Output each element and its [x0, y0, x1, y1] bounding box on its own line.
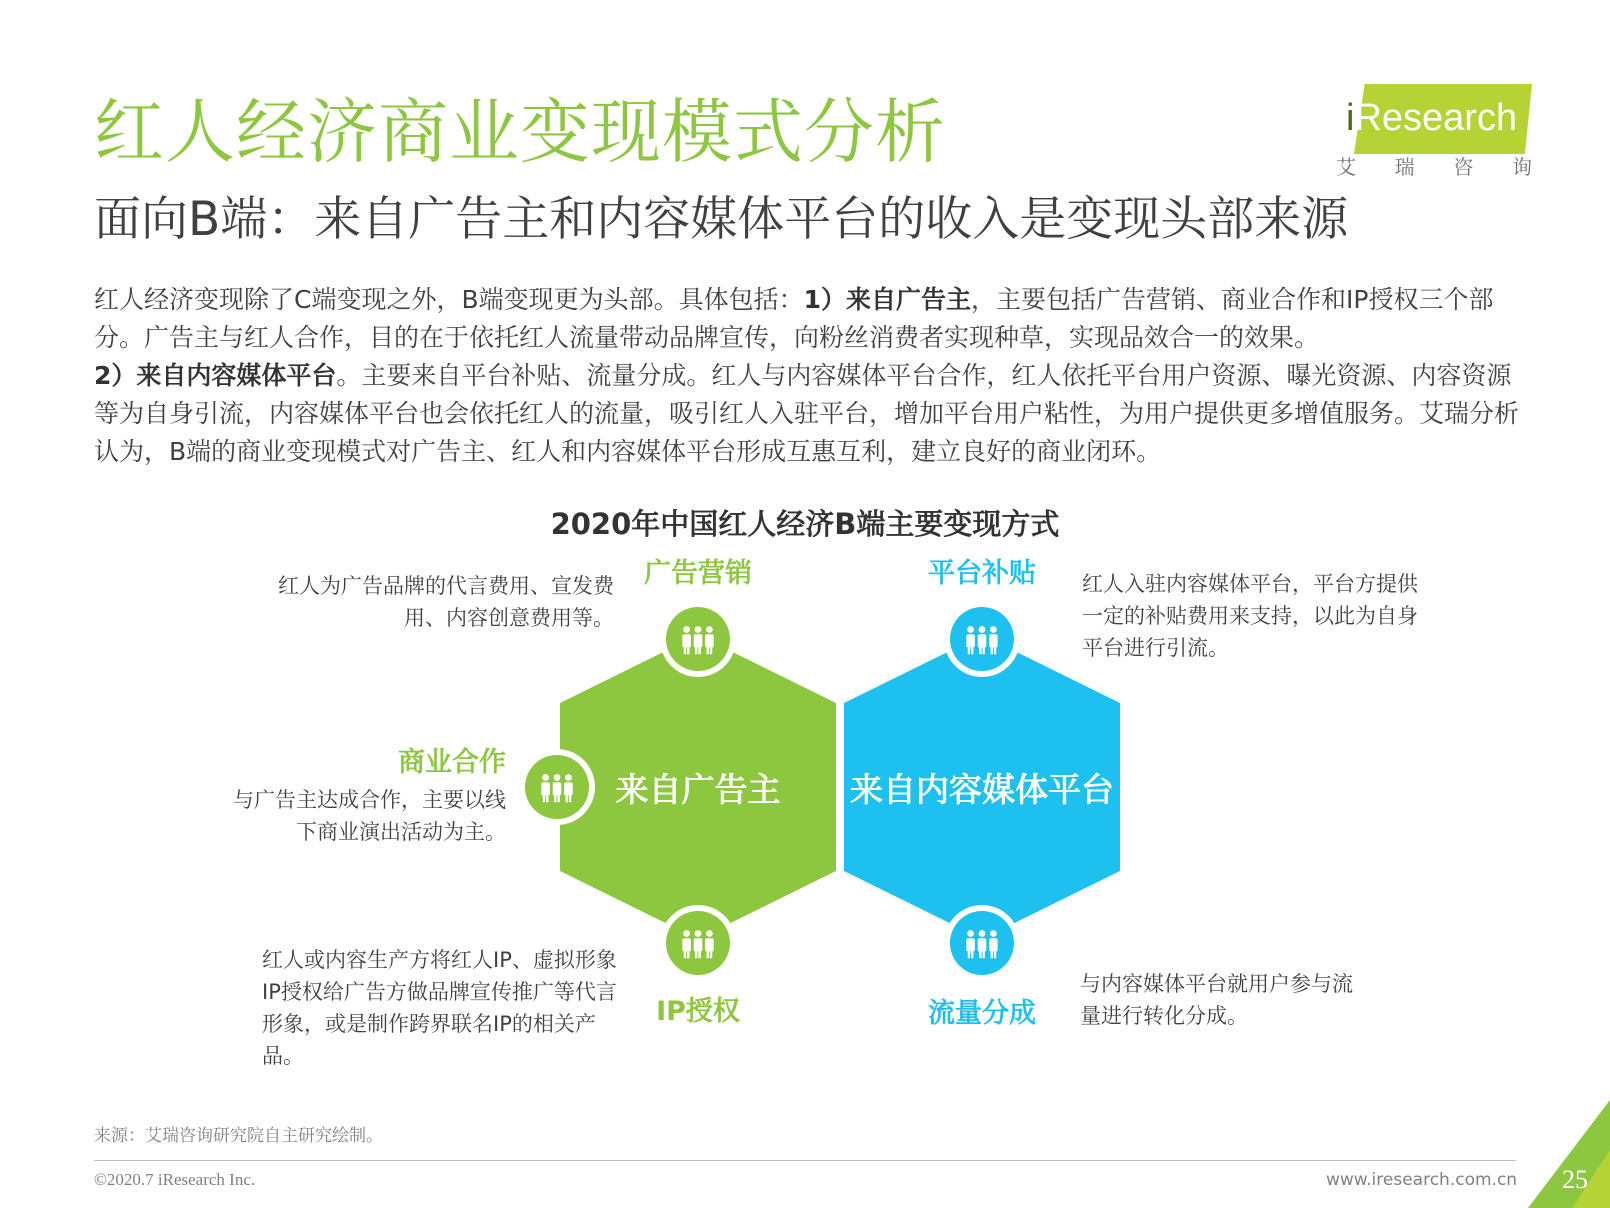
node-desc-traffic-share: 与内容媒体平台就用户参与流量进行转化分成。	[1080, 972, 1353, 1028]
logo-char: 瑞	[1394, 155, 1415, 179]
node-desc-ip-license: 红人或内容生产方将红人IP、虚拟形象IP授权给广告方做品牌宣传推广等代言形象，或是制作跨界联名IP的相关产品。	[262, 948, 617, 1068]
node-label-business-coop: 商业合作	[398, 747, 506, 778]
page-subtitle: 面向B端：来自广告主和内容媒体平台的收入是变现头部来源	[94, 192, 1349, 247]
node-desc-ad-marketing: 红人为广告品牌的代言费用、宣发费用、内容创意费用等。	[278, 574, 614, 630]
body-bold-2: 2）来自内容媒体平台	[94, 361, 337, 390]
logo-char: 询	[1511, 155, 1532, 179]
logo-char: 咨	[1453, 155, 1474, 179]
node-label-ip-license: IP授权	[656, 996, 740, 1027]
page-title: 红人经济商业变现模式分析	[94, 91, 946, 173]
hub-label-platform: 来自内容媒体平台	[850, 770, 1114, 809]
body-part-3: 。主要来自平台补贴、流量分成。红人与内容媒体平台合作，红人依托平台用户资源、曝光资源、内容资源等为自身引流，内容媒体平台也会依托红人的流量，吸引红人入驻平台，增加平台用户粘性，为用户提供更多增值服务。艾瑞分析认为，B端的商业变现模式对广告主、红人和内容媒体平台形成互惠互利，建立良好的商业闭环。	[94, 361, 1520, 466]
node-label-traffic-share: 流量分成	[928, 998, 1036, 1029]
copyright: ©2020.7 iResearch Inc.	[94, 1170, 256, 1189]
logo-prefix: i	[1346, 97, 1355, 139]
source-note: 来源：艾瑞咨询研究院自主研究绘制。	[94, 1126, 383, 1146]
logo-char: 艾	[1336, 155, 1356, 179]
node-label-ad-marketing: 广告营销	[644, 558, 752, 589]
body-bold-1: 1）来自广告主	[803, 285, 972, 314]
body-part-2: ，主要包括广告营销、商业合作和IP授权三个部分。广告主与红人合作，目的在于依托红人流量带动品牌宣传，向粉丝消费者实现种草，实现品效合一的效果。	[94, 285, 1494, 352]
hub-label-advertiser: 来自广告主	[615, 770, 781, 809]
node-desc-platform-subsidy: 红人入驻内容媒体平台，平台方提供一定的补贴费用来支持，以此为自身平台进行引流。	[1082, 572, 1418, 660]
website-link[interactable]: www.iresearch.com.cn	[1326, 1170, 1518, 1190]
node-label-platform-subsidy: 平台补贴	[928, 558, 1036, 589]
logo-word: Research	[1354, 97, 1518, 139]
body-part-1: 红人经济变现除了C端变现之外，B端变现更为头部。具体包括：	[94, 285, 804, 314]
page-number: 25	[1562, 1165, 1588, 1194]
node-desc-business-coop: 与广告主达成合作，主要以线下商业演出活动为主。	[233, 788, 506, 844]
diagram-title: 2020年中国红人经济B端主要变现方式	[550, 507, 1060, 541]
